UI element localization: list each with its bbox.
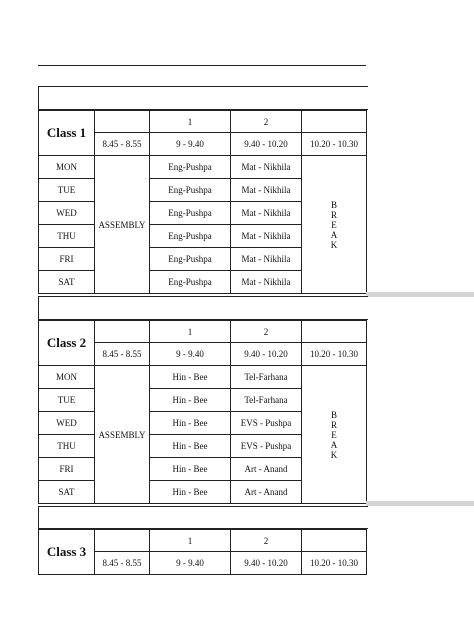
period-1-cell: Eng-Pushpa — [150, 202, 231, 225]
header-period-2: 2 — [231, 111, 302, 133]
header-period-1: 1 — [150, 321, 231, 343]
section-divider — [366, 501, 474, 506]
day-label: TUE — [39, 389, 95, 412]
period-1-cell: Hin - Bee — [150, 458, 231, 481]
header-blank — [302, 530, 367, 552]
period-2-cell: Mat - Nikhila — [231, 271, 302, 294]
slot-break-time: 10.20 - 10.30 — [302, 343, 367, 366]
header-blank — [95, 321, 150, 343]
header-period-1: 1 — [150, 111, 231, 133]
class-1-title-bar — [38, 86, 368, 110]
class-1-timetable — [38, 110, 367, 294]
day-label: THU — [39, 435, 95, 458]
period-1-cell: Eng-Pushpa — [150, 179, 231, 202]
day-label: MON — [39, 366, 95, 389]
break-cell — [302, 156, 367, 294]
class-3-title-bar — [38, 506, 368, 529]
day-label: FRI — [39, 458, 95, 481]
period-1-cell: Eng-Pushpa — [150, 271, 231, 294]
slot-break-time: 10.20 - 10.30 — [302, 552, 367, 575]
assembly-cell: ASSEMBLY — [95, 156, 150, 294]
day-label: MON — [39, 156, 95, 179]
day-label: TUE — [39, 179, 95, 202]
period-2-cell: EVS - Pushpa — [231, 435, 302, 458]
slot-period-1-time: 9 - 9.40 — [150, 343, 231, 366]
top-rule — [38, 65, 366, 66]
break-label: B R E A K — [330, 199, 338, 250]
class-2-title-bar — [38, 296, 368, 320]
section-divider — [366, 292, 474, 297]
class-3-timetable — [38, 529, 367, 575]
period-2-cell: Art - Anand — [231, 481, 302, 504]
period-2-cell: Mat - Nikhila — [231, 179, 302, 202]
class-2-timetable — [38, 320, 367, 504]
header-blank — [302, 321, 367, 343]
header-blank — [95, 111, 150, 133]
period-2-cell: Tel-Farhana — [231, 389, 302, 412]
slot-assembly-time: 8.45 - 8.55 — [95, 133, 150, 156]
header-blank — [302, 111, 367, 133]
day-label: FRI — [39, 248, 95, 271]
period-1-cell: Hin - Bee — [150, 481, 231, 504]
day-label: SAT — [39, 271, 95, 294]
period-1-cell: Eng-Pushpa — [150, 248, 231, 271]
slot-period-2-time: 9.40 - 10.20 — [231, 552, 302, 575]
header-period-1: 1 — [150, 530, 231, 552]
break-cell — [302, 366, 367, 504]
class-name: Class 1 — [39, 111, 95, 156]
slot-break-time: 10.20 - 10.30 — [302, 133, 367, 156]
day-label: SAT — [39, 481, 95, 504]
slot-period-2-time: 9.40 - 10.20 — [231, 133, 302, 156]
period-1-cell: Eng-Pushpa — [150, 225, 231, 248]
period-2-cell: Mat - Nikhila — [231, 156, 302, 179]
period-2-cell: EVS - Pushpa — [231, 412, 302, 435]
period-1-cell: Hin - Bee — [150, 366, 231, 389]
assembly-cell: ASSEMBLY — [95, 366, 150, 504]
header-period-2: 2 — [231, 530, 302, 552]
day-label: THU — [39, 225, 95, 248]
period-1-cell: Eng-Pushpa — [150, 156, 231, 179]
period-2-cell: Mat - Nikhila — [231, 248, 302, 271]
period-1-cell: Hin - Bee — [150, 412, 231, 435]
break-label: B R E A K — [330, 409, 338, 460]
period-2-cell: Mat - Nikhila — [231, 225, 302, 248]
period-2-cell: Mat - Nikhila — [231, 202, 302, 225]
slot-period-2-time: 9.40 - 10.20 — [231, 343, 302, 366]
header-blank — [95, 530, 150, 552]
class-name: Class 2 — [39, 321, 95, 366]
class-name: Class 3 — [39, 530, 95, 575]
header-period-2: 2 — [231, 321, 302, 343]
period-1-cell: Hin - Bee — [150, 435, 231, 458]
day-label: WED — [39, 202, 95, 225]
slot-assembly-time: 8.45 - 8.55 — [95, 552, 150, 575]
period-1-cell: Hin - Bee — [150, 389, 231, 412]
slot-period-1-time: 9 - 9.40 — [150, 552, 231, 575]
slot-assembly-time: 8.45 - 8.55 — [95, 343, 150, 366]
period-2-cell: Tel-Farhana — [231, 366, 302, 389]
day-label: WED — [39, 412, 95, 435]
slot-period-1-time: 9 - 9.40 — [150, 133, 231, 156]
period-2-cell: Art - Anand — [231, 458, 302, 481]
